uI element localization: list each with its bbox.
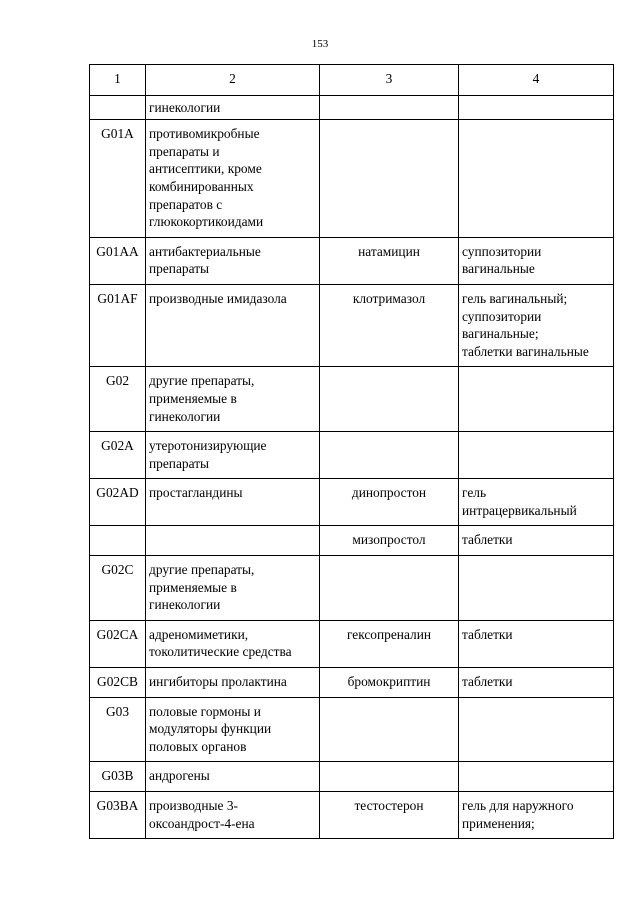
column-header-1: 1 [90,65,146,96]
table-row [90,95,614,120]
group-name-cell-line: токолитические средства [149,644,292,660]
dosage-form-cell [459,620,614,667]
inn-cell [320,792,459,839]
group-name-cell-line: гинекологии [149,597,221,613]
dosage-form-cell [459,556,614,621]
atc-code-cell: G02CB [90,668,146,698]
dosage-form-cell-line: применения; [462,815,535,831]
atc-code-cell: G01A [90,120,146,238]
dosage-form-cell-line: суппозитории [462,308,542,324]
group-name-cell-line: производные 3- [149,798,238,813]
inn-cell [320,762,459,792]
table-row [90,556,614,621]
table-row [90,620,614,667]
group-name-cell-line: препаратов с [149,196,223,212]
group-name-cell-line: комбинированных [149,178,254,194]
table-row [90,792,614,839]
group-name-cell-line: гинекологии [149,408,221,424]
group-name-cell-line: половых органов [149,738,247,754]
inn-cell-line: тестостерон [354,798,424,813]
group-name-cell [146,367,320,432]
inn-cell [320,556,459,621]
inn-cell-line: натамицин [358,243,420,259]
group-name-cell-line: применяемые в [149,390,237,406]
atc-code-cell: G02AD [90,479,146,526]
table-row [90,526,614,556]
atc-code-cell: G03B [90,762,146,792]
group-name-cell-line: адреномиметики, [149,626,249,642]
table-row [90,762,614,792]
atc-code-cell [90,95,146,120]
atc-code-cell: G03 [90,697,146,762]
group-name-cell-line: препараты и [149,143,220,159]
dosage-form-cell-line: таблетки [462,674,513,690]
dosage-form-cell [459,792,614,839]
table-body [90,95,614,839]
dosage-form-cell [459,526,614,556]
inn-cell [320,620,459,667]
atc-code-cell: G02CA [90,620,146,667]
table-row [90,432,614,479]
group-name-cell [146,284,320,366]
table-row [90,367,614,432]
group-name-cell-line: антисептики, кроме [149,161,262,177]
group-name-cell-line: производные имидазола [149,290,287,306]
table-row [90,479,614,526]
group-name-cell-line: модуляторы функции [149,721,272,737]
atc-code-cell: G02A [90,432,146,479]
group-name-cell-line: половые гормоны и [149,703,261,719]
column-header-4: 4 [459,65,614,96]
dosage-form-cell-line: суппозитории [462,243,542,259]
inn-cell [320,697,459,762]
inn-cell-line: клотримазол [352,290,426,306]
inn-cell [320,237,459,284]
group-name-cell [146,95,320,120]
inn-cell-line: мизопростол [352,532,426,548]
group-name-cell [146,668,320,698]
dosage-form-cell [459,668,614,698]
table-row [90,668,614,698]
table-row [90,284,614,366]
group-name-cell-line: простагландины [149,485,243,501]
dosage-form-cell [459,120,614,238]
dosage-form-cell [459,762,614,792]
inn-cell [320,668,459,698]
group-name-cell [146,762,320,792]
dosage-form-cell-line: вагинальные [462,261,535,277]
group-name-cell [146,792,320,839]
inn-cell [320,367,459,432]
page-number: 153 [311,38,329,50]
group-name-cell-line: утеротонизирующие [149,438,267,454]
group-name-cell-line: другие препараты, [149,373,255,389]
table-row [90,237,614,284]
inn-cell [320,95,459,120]
dosage-form-cell [459,284,614,366]
group-name-cell-line: оксоандрост-4-ена [149,815,255,831]
group-name-cell-line: другие препараты, [149,562,255,578]
dosage-form-cell [459,95,614,120]
dosage-form-cell-line: гель [462,485,487,501]
dosage-form-cell [459,697,614,762]
column-header-2: 2 [146,65,320,96]
dosage-form-cell [459,367,614,432]
dosage-form-cell-line: таблетки [462,532,513,548]
inn-cell-line: динопростон [351,485,427,501]
dosage-form-cell [459,237,614,284]
dosage-form-cell [459,432,614,479]
atc-code-cell: G02C [90,556,146,621]
group-name-cell [146,526,320,556]
inn-cell [320,284,459,366]
group-name-cell-line: андрогены [149,768,210,784]
dosage-form-cell-line: гель для наружного [462,798,574,813]
column-header-3: 3 [320,65,459,96]
dosage-form-cell [459,479,614,526]
inn-cell [320,526,459,556]
dosage-form-cell-line: интрацервикальный [462,502,577,518]
atc-code-cell: G02 [90,367,146,432]
inn-cell-line: гексопреналин [346,626,432,642]
group-name-cell [146,432,320,479]
atc-code-cell: G03BA [90,792,146,839]
group-name-cell [146,556,320,621]
atc-code-cell [90,526,146,556]
group-name-cell-line: применяемые в [149,579,237,595]
group-name-cell-line: ингибиторы пролактина [149,674,287,690]
group-name-cell [146,120,320,238]
inn-cell [320,479,459,526]
group-name-cell [146,697,320,762]
dosage-form-cell-line: таблетки [462,626,513,642]
atc-code-cell: G01AF [90,284,146,366]
group-name-cell-line: препараты [149,261,210,277]
inn-cell [320,432,459,479]
dosage-form-cell-line: гель вагинальный; [462,290,568,306]
inn-cell [320,120,459,238]
dosage-form-cell-line: таблетки вагинальные [462,343,589,359]
table-header-row [90,65,614,96]
group-name-cell-line: противомикробные [149,126,260,142]
atc-code-cell: G01AA [90,237,146,284]
table-row [90,697,614,762]
group-name-cell [146,620,320,667]
group-name-cell-line: антибактериальные [149,243,261,259]
drug-classification-table [89,64,614,839]
group-name-cell-line: гинекологии [149,99,221,115]
inn-cell-line: бромокриптин [347,674,431,690]
table-row [90,120,614,238]
group-name-cell [146,237,320,284]
dosage-form-cell-line: вагинальные; [462,326,539,342]
group-name-cell-line: глюкокортикоидами [149,214,264,230]
group-name-cell-line: препараты [149,455,210,471]
group-name-cell [146,479,320,526]
